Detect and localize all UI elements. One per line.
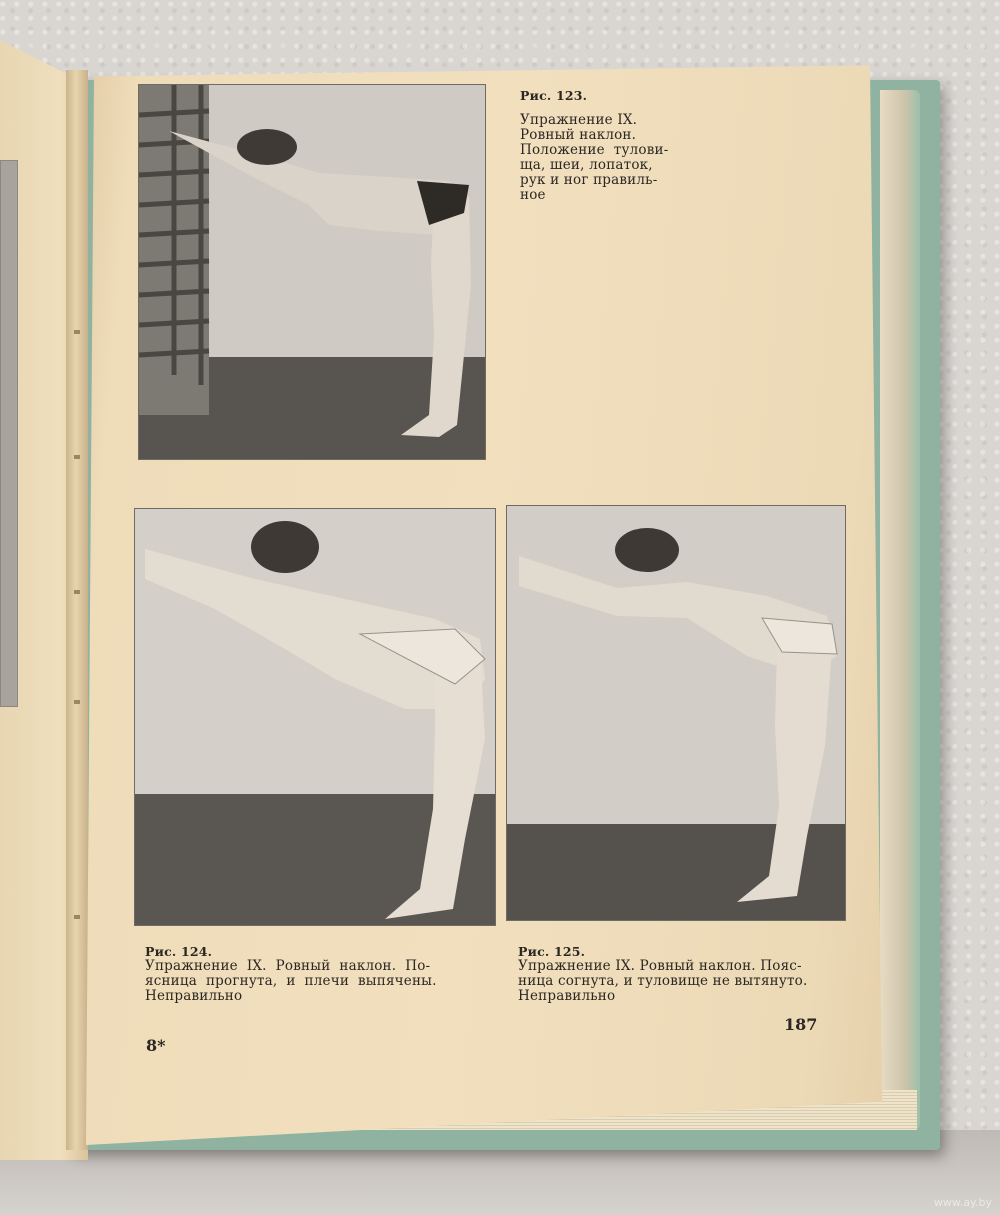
caption-line: рук и ног правиль-	[520, 172, 658, 188]
caption-line: Упражнение IX. Ровный наклон. По-	[145, 958, 431, 974]
binding-stitch	[74, 700, 80, 704]
caption-line: Неправильно	[145, 988, 243, 1004]
caption-line: Неправильно	[518, 988, 616, 1004]
caption-line: Положение тулови-	[520, 142, 669, 158]
figure-label: Рис. 124.	[145, 944, 213, 959]
caption-line: Упражнение IX.	[520, 112, 638, 128]
caption-fig125	[518, 944, 848, 1004]
caption-line: ное	[520, 187, 546, 203]
left-page-photo-edge	[0, 160, 18, 707]
photo-fig125	[506, 505, 846, 921]
caption-line: Упражнение IX. Ровный наклон. Пояс-	[518, 958, 802, 974]
caption-fig124	[145, 944, 475, 1004]
caption-line: ница согнута, и туловище не вытянуто.	[518, 973, 808, 989]
binding-stitch	[74, 330, 80, 334]
binding-stitch	[74, 590, 80, 594]
site-watermark: www.ay.by	[933, 1196, 992, 1209]
signature-mark: 8*	[146, 1036, 166, 1055]
caption-fig123	[520, 88, 700, 203]
caption-line: Ровный наклон.	[520, 127, 637, 143]
book-spine	[66, 70, 88, 1150]
caption-line: ща, шеи, лопаток,	[520, 157, 653, 173]
photo-fig124	[134, 508, 496, 926]
figure-label: Рис. 123.	[520, 88, 588, 103]
figure-label: Рис. 125.	[518, 944, 586, 959]
binding-stitch	[74, 915, 80, 919]
photo-fig123	[138, 84, 486, 460]
binding-stitch	[74, 455, 80, 459]
page-number: 187	[784, 1015, 818, 1034]
caption-line: ясница прогнута, и плечи выпячены.	[145, 973, 437, 989]
page-edges	[880, 90, 920, 1130]
